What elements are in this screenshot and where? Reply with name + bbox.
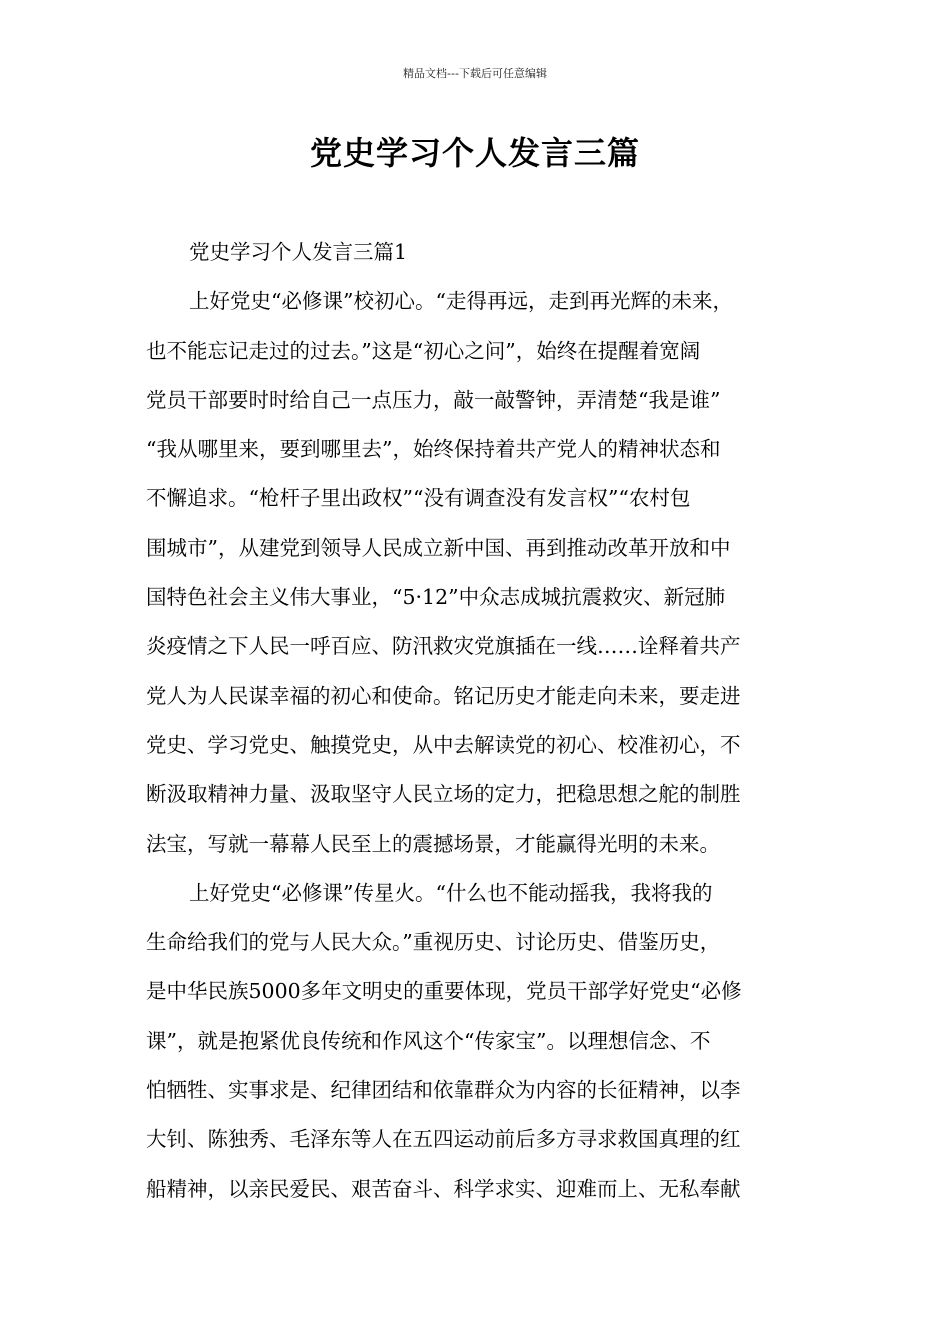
paragraph-line: 上好党史“必修课”传星火。“什么也不能动摇我，我将我的	[189, 880, 713, 905]
section-heading: 党史学习个人发言三篇1	[189, 240, 408, 264]
paragraph-line: 上好党史“必修课”校初心。“走得再远，走到再光辉的未来，	[189, 289, 733, 314]
header-note: 精品文档---下载后可任意编辑	[403, 67, 547, 80]
paragraph-line: 课”，就是抱紧优良传统和作风这个“传家宝”。以理想信念、不	[146, 1028, 711, 1053]
paragraph-line: 怕牺牲、实事求是、纪律团结和依靠群众为内容的长征精神，以李	[146, 1078, 741, 1103]
paragraph-line: 党史、学习党史、触摸党史，从中去解读党的初心、校准初心，不	[146, 732, 741, 757]
paragraph-line: 大钊、陈独秀、毛泽东等人在五四运动前后多方寻求救国真理的红	[146, 1127, 741, 1152]
document-title: 党史学习个人发言三篇	[309, 134, 640, 172]
paragraph-line: 也不能忘记走过的过去。”这是“初心之问”，始终在提醒着宽阔	[146, 338, 701, 363]
paragraph-line: 不懈追求。“枪杆子里出政权”“没有调查没有发言权”“农村包	[146, 486, 691, 511]
paragraph-line: 党员干部要时时给自己一点压力，敲一敲警钟，弄清楚“我是谁”	[146, 387, 721, 412]
paragraph-line: 是中华民族5000多年文明史的重要体现，党员干部学好党史“必修	[146, 979, 742, 1004]
paragraph-line: 炎疫情之下人民一呼百应、防汛救灾党旗插在一线……诠释着共产	[146, 634, 741, 659]
paragraph-line: 党人为人民谋幸福的初心和使命。铭记历史才能走向未来，要走进	[146, 683, 741, 708]
paragraph-line: 断汲取精神力量、汲取坚守人民立场的定力，把稳思想之舵的制胜	[146, 782, 741, 807]
document-body	[146, 232, 810, 1218]
paragraph-line: 法宝，写就一幕幕人民至上的震撼场景，才能赢得光明的未来。	[146, 831, 720, 856]
paragraph-line: “我从哪里来，要到哪里去”，始终保持着共产党人的精神状态和	[146, 437, 721, 462]
paragraph-line: 船精神，以亲民爱民、艰苦奋斗、科学求实、迎难而上、无私奉献	[146, 1176, 741, 1201]
paragraph-line: 生命给我们的党与人民大众。”重视历史、讨论历史、借鉴历史，	[146, 930, 721, 955]
paragraph-line: 国特色社会主义伟大事业，“5·12”中众志成城抗震救灾、新冠肺	[146, 585, 726, 610]
paragraph-line: 围城市”，从建党到领导人民成立新中国、再到推动改革开放和中	[146, 535, 731, 560]
